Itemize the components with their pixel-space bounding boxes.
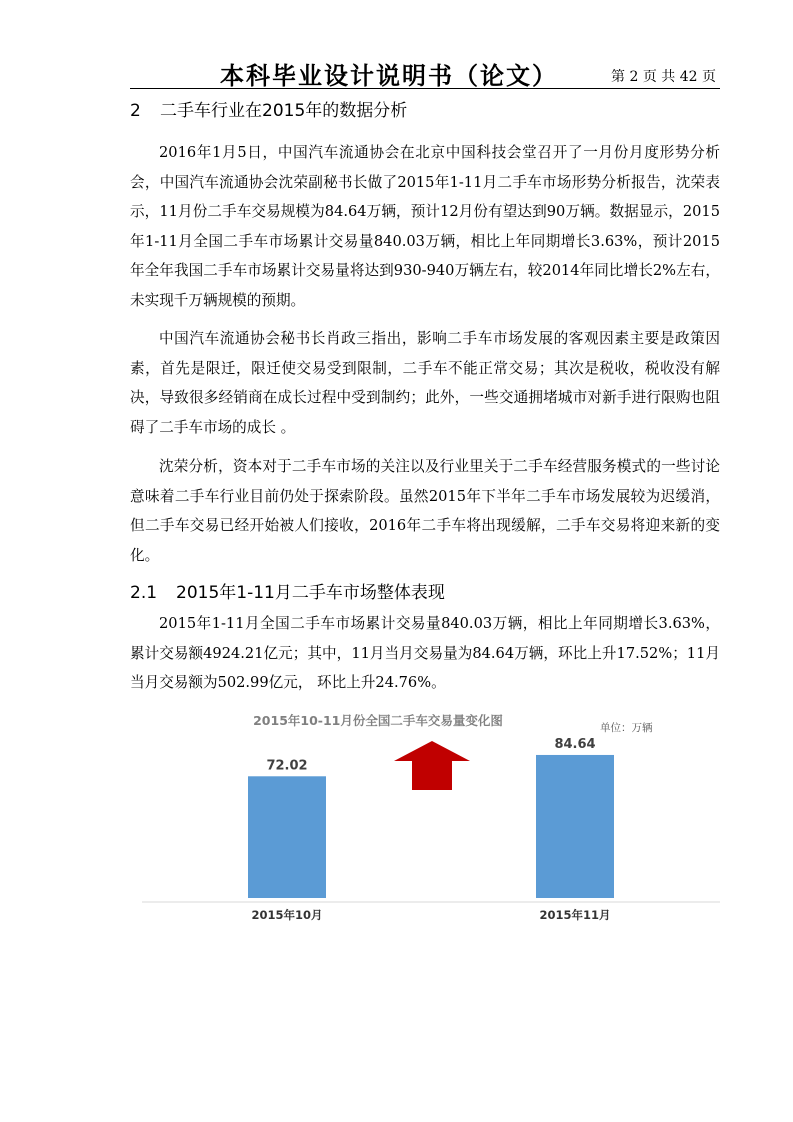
bar-2 [536, 755, 614, 898]
section-heading-2-1 [130, 578, 445, 603]
x-tick-label-1: 2015年10月 [251, 908, 323, 922]
bar-1 [248, 776, 326, 898]
x-tick-label-2: 2015年11月 [539, 908, 611, 922]
data-label-2: 84.64 [554, 736, 596, 752]
header-divider [130, 88, 720, 89]
data-label-1: 72.02 [266, 758, 308, 774]
paragraph-3: 沈荣分析，资本对于二手车市场的关注以及行业里关于二手车经营服务模式的一些讨论意味着二手车行业目前仍处于探索阶段。虽然2015年下半年二手车市场发展较为迟缓消，但二手车交易已经开始被人们接收，2016年二手车将出现缓解，二手车交易将迎来新的变化。 [130, 458, 720, 564]
chart-title: 2015年10-11月份全国二手车交易量变化图 [253, 713, 503, 728]
paragraph-1: 2016年1月5日，中国汽车流通协会在北京中国科技会堂召开了一月份月度形势分析会，中国汽车流通协会沈荣副秘书长做了2015年1-11月二手车市场形势分析报告，沈荣表示，11月份二手车交易规模为84.64万辆，预计12月份有望达到90万辆。数据显示，2015年1-11月全国二手车市场累计交易量840.03万辆，相比上年同期增长3.63%，预计2015年全年我国二手车市场累计交易量将达到930-940万辆左右，较2014年同比增长2%左右，未实现千万辆规模的预期。 [130, 144, 720, 309]
page-header [130, 56, 720, 90]
section-title: 二手车行业在2015年的数据分析 [160, 101, 408, 121]
section-heading-2 [130, 96, 407, 121]
up-arrow-icon [394, 741, 470, 790]
section-title: 2015年1-11月二手车市场整体表现 [176, 583, 445, 603]
paragraph-2: 中国汽车流通协会秘书长肖政三指出，影响二手车市场发展的客观因素主要是政策因素，首先是限迁，限迁使交易受到限制，二手车不能正常交易；其次是税收，税收没有解决，导致很多经销商在成长过程中受到制约；此外，一些交通拥堵城市对新手进行限购也阻碍了二手车市场的成长 。 [130, 330, 720, 436]
document-title: 本科毕业设计说明书（论文） [220, 62, 558, 90]
paragraph-2-1: 2015年1-11月全国二手车市场累计交易量840.03万辆，相比上年同期增长3.63%，累计交易额4924.21亿元；其中，11月当月交易量为84.64万辆，环比上升17.52%；11月当月交易额为502.99亿元， 环比上升24.76%。 [130, 615, 720, 691]
section-number: 2.1 [130, 583, 158, 603]
chart-svg [128, 705, 728, 935]
chart-unit-label: 单位：万辆 [600, 722, 653, 734]
page-number: 第 2 页 共 42 页 [611, 69, 716, 85]
bar-chart [128, 705, 728, 935]
section-number: 2 [130, 101, 141, 121]
